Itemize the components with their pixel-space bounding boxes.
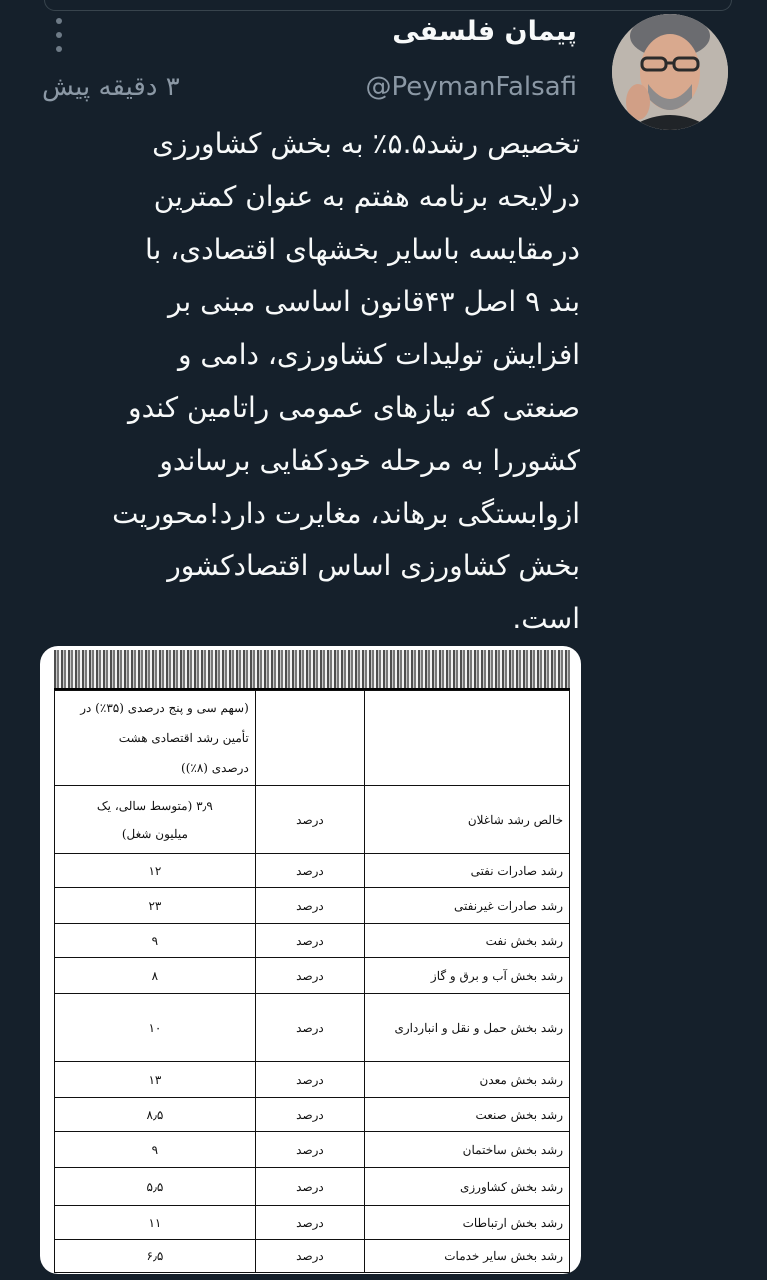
title-cell: خالص رشد شاغلان	[365, 786, 570, 854]
title-cell: رشد بخش نفت	[365, 924, 570, 958]
value-cell: ۵٫۵	[55, 1168, 256, 1206]
tweet-line: درمقایسه باسایر بخشهای اقتصادی، با	[145, 232, 580, 266]
title-cell: رشد صادرات نفتی	[365, 854, 570, 888]
tweet-line: درلایحه برنامه هفتم به عنوان کمترین	[153, 179, 580, 213]
table-row	[55, 1098, 570, 1132]
unit-cell: درصد	[255, 1098, 364, 1132]
unit-cell: درصد	[255, 1206, 364, 1240]
value-cell: ۹	[55, 1132, 256, 1168]
table-row	[55, 924, 570, 958]
author-handle[interactable]: @PeymanFalsafi	[365, 72, 577, 102]
tweet-line: بخش کشاورزی اساس اقتصادکشور	[167, 549, 580, 583]
tweet-image[interactable]	[40, 646, 581, 1274]
table-row	[55, 1206, 570, 1240]
value-cell: ۸٫۵	[55, 1098, 256, 1132]
value-cell: ۶٫۵	[55, 1240, 256, 1273]
value-cell	[55, 786, 256, 854]
title-cell: رشد بخش حمل و نقل و انبارداری	[365, 994, 570, 1062]
tweet-line: تخصیص رشد۵.۵٪ به بخش کشاورزی	[152, 127, 580, 160]
unit-cell: درصد	[255, 1062, 364, 1098]
profile-photo-icon	[612, 14, 728, 130]
tweet-text	[40, 118, 580, 646]
unit-cell: درصد	[255, 1168, 364, 1206]
dot	[56, 32, 62, 38]
unit-cell: درصد	[255, 854, 364, 888]
value-cell: ۱۰	[55, 994, 256, 1062]
table-row	[55, 888, 570, 924]
table-row	[55, 1240, 570, 1273]
unit-cell: درصد	[255, 1240, 364, 1273]
previous-tweet-edge	[44, 0, 732, 11]
tweet-line: ازوابستگی برهاند، مغایرت دارد!محوریت	[112, 496, 580, 530]
table-row	[55, 958, 570, 994]
table-row	[55, 854, 570, 888]
table-row	[55, 1132, 570, 1168]
document-header-scan	[54, 650, 570, 688]
title-cell: رشد بخش صنعت	[365, 1098, 570, 1132]
dot	[56, 46, 62, 52]
table-row	[55, 1168, 570, 1206]
tweet-line: است.	[512, 602, 580, 636]
value-cell: ۱۱	[55, 1206, 256, 1240]
title-cell: رشد صادرات غیرنفتی	[365, 888, 570, 924]
value-cell: ۲۳	[55, 888, 256, 924]
table-row	[55, 691, 570, 786]
title-cell: رشد بخش ساختمان	[365, 1132, 570, 1168]
title-cell: رشد بخش سایر خدمات	[365, 1240, 570, 1273]
table-row	[55, 786, 570, 854]
value-line: میلیون شغل)	[121, 826, 188, 841]
timestamp[interactable]: ۳ دقیقه پیش	[42, 72, 180, 102]
note-line: درصدی (۸٪))	[181, 761, 249, 775]
author-name[interactable]: پیمان فلسفی	[392, 16, 577, 47]
unit-cell: درصد	[255, 888, 364, 924]
unit-cell: درصد	[255, 1132, 364, 1168]
value-line: ۳٫۹ (متوسط سالی، یک	[96, 798, 213, 813]
title-cell: رشد بخش ارتباطات	[365, 1206, 570, 1240]
unit-cell: درصد	[255, 994, 364, 1062]
empty-cell	[365, 691, 570, 786]
dot	[56, 18, 62, 24]
unit-cell: درصد	[255, 924, 364, 958]
tweet-line: صنعتی که نیازهای عمومی راتامین کندو	[128, 390, 580, 424]
avatar[interactable]	[612, 14, 728, 130]
value-cell: ۸	[55, 958, 256, 994]
value-cell: ۱۲	[55, 854, 256, 888]
more-options-icon[interactable]	[50, 18, 68, 52]
title-cell: رشد بخش معدن	[365, 1062, 570, 1098]
empty-cell	[255, 691, 364, 786]
unit-cell: درصد	[255, 786, 364, 854]
growth-table	[54, 690, 570, 1273]
title-cell: رشد بخش آب و برق و گاز	[365, 958, 570, 994]
table-note	[55, 691, 256, 786]
value-cell: ۹	[55, 924, 256, 958]
unit-cell: درصد	[255, 958, 364, 994]
title-cell: رشد بخش کشاورزی	[365, 1168, 570, 1206]
table-row	[55, 1062, 570, 1098]
table-row	[55, 994, 570, 1062]
tweet-line: کشوررا به مرحله خودکفایی برساندو	[159, 443, 580, 477]
tweet-line: افزایش تولیدات کشاورزی، دامی و	[177, 338, 580, 372]
value-cell: ۱۳	[55, 1062, 256, 1098]
tweet-line: بند ۹ اصل ۴۳قانون اساسی مبنی بر	[167, 285, 580, 319]
note-line: (سهم سی و پنج درصدی (۳۵٪) در تأمین رشد اقتصادی هشت	[80, 701, 249, 745]
